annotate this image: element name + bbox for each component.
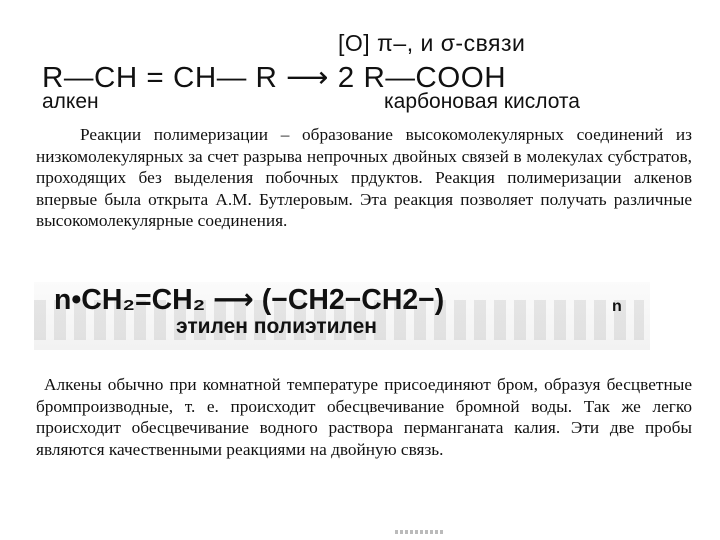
carboxylic-acid-label: карбоновая кислота [384,90,580,113]
polymerization-equation-formula: n•CH₂=CH₂ ⟶ (−CH2−CH2−) [54,284,445,316]
bromination-paragraph: Алкены обычно при комнатной температуре присоединяют бром, образуя бесцветные бромпроизводные, т. е. происходит обесцвечивание бромной воды. Так же легко происходит обесцвечивание водного раствора перманганата калия. Эти две пробы являются качественными реакциями на двойную связь. [36,375,692,459]
scan-artifact-mark [395,530,445,534]
oxidation-condition-note: [О] π–, и σ-связи [338,30,526,56]
alkene-label: алкен [42,90,99,113]
polymerization-paragraph: Реакции полимеризации – образование высокомолекулярных соединений из низкомолекулярных за счет разрыва непрочных двойных связей в молекулах субстратов, проходящих без выделения побочных прдуктов. Реакция полимеризации алкенов впервые была открыта А.М. Бутлеровым. Эта реакция позволяет получать различные высокомолекулярные соединения. [36,125,692,231]
polymer-degree-subscript: n [612,298,622,315]
ethylene-polyethylene-labels: этилен полиэтилен [176,315,377,338]
oxidation-equation-formula: R—CH = CH— R ⟶ 2 R—COOH [42,62,507,94]
